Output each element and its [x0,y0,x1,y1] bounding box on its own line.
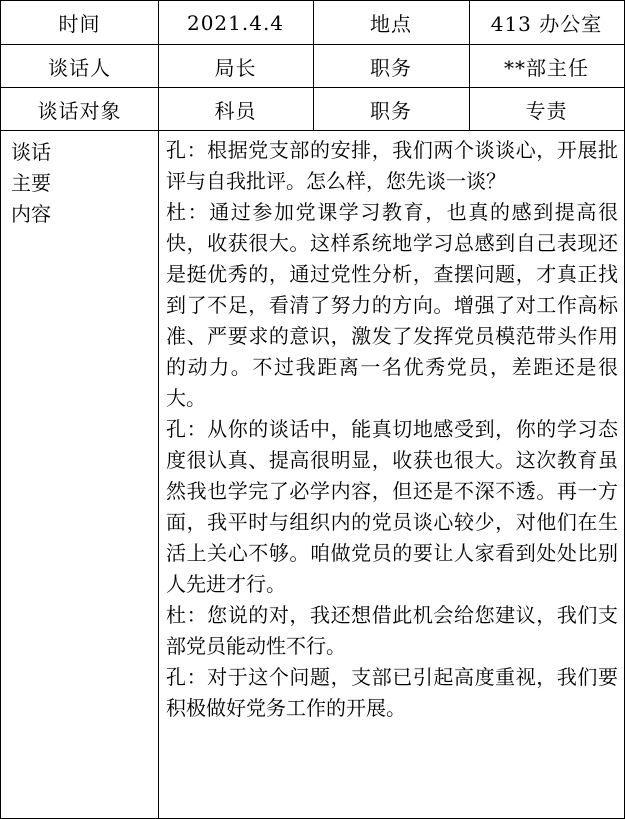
content-label-line: 内容 [11,202,51,226]
grid-line-col2 [313,1,314,131]
grid-line-col3 [469,1,470,131]
target-label: 谈话对象 [37,98,122,123]
speaker-title-label: 职务 [370,55,412,80]
speaker-title-value: **部主任 [504,55,589,80]
content-label-line: 主要 [11,171,51,195]
content-label [11,137,151,230]
target-title-label: 职务 [370,98,412,123]
content-body [166,135,618,724]
speaker-label: 谈话人 [48,55,111,80]
dialogue-paragraph: 杜：您说的对，我还想借此机会给您建议，我们支部党员能动性不行。 [166,603,618,658]
time-value: 2021.4.4 [186,10,285,35]
target-title-value: 专责 [525,98,568,123]
dialogue-paragraph: 孔：对于这个问题，支部已引起高度重视，我们要积极做好党务工作的开展。 [166,665,618,720]
grid-line-col1 [158,1,159,818]
time-label: 时间 [58,12,101,36]
place-value: 413 办公室 [490,12,603,36]
speaker-value: 局长 [214,55,257,80]
target-value: 科员 [214,98,257,123]
dialogue-paragraph: 杜：通过参加党课学习教育，也真的感到提高很快，收获很大。这样系统地学习总感到自己表现还是挺优秀的，通过党性分析，查摆问题，才真正找到了不足，看清了努力的方向。增强了对工作高标准、严要求的意识，激发了发挥党员模范带头作用的动力。不过我距离一名优秀党员，差距还是很大。 [166,200,618,410]
place-label: 地点 [370,12,412,36]
dialogue-paragraph: 孔：从你的谈话中，能真切地感受到，你的学习态度很认真、提高很明显，收获也很大。这次教育虽然我也学完了必学内容，但还是不深不透。再一方面，我平时与组织内的党员谈心较少，对他们在生活上关心不够。咱做党员的要让人家看到处处比别人先进才行。 [166,417,618,596]
dialogue-paragraph: 孔：根据党支部的安排，我们两个谈谈心，开展批评与自我批评。怎么样，您先谈一谈？ [166,138,618,193]
content-label-line: 谈话 [11,140,51,164]
